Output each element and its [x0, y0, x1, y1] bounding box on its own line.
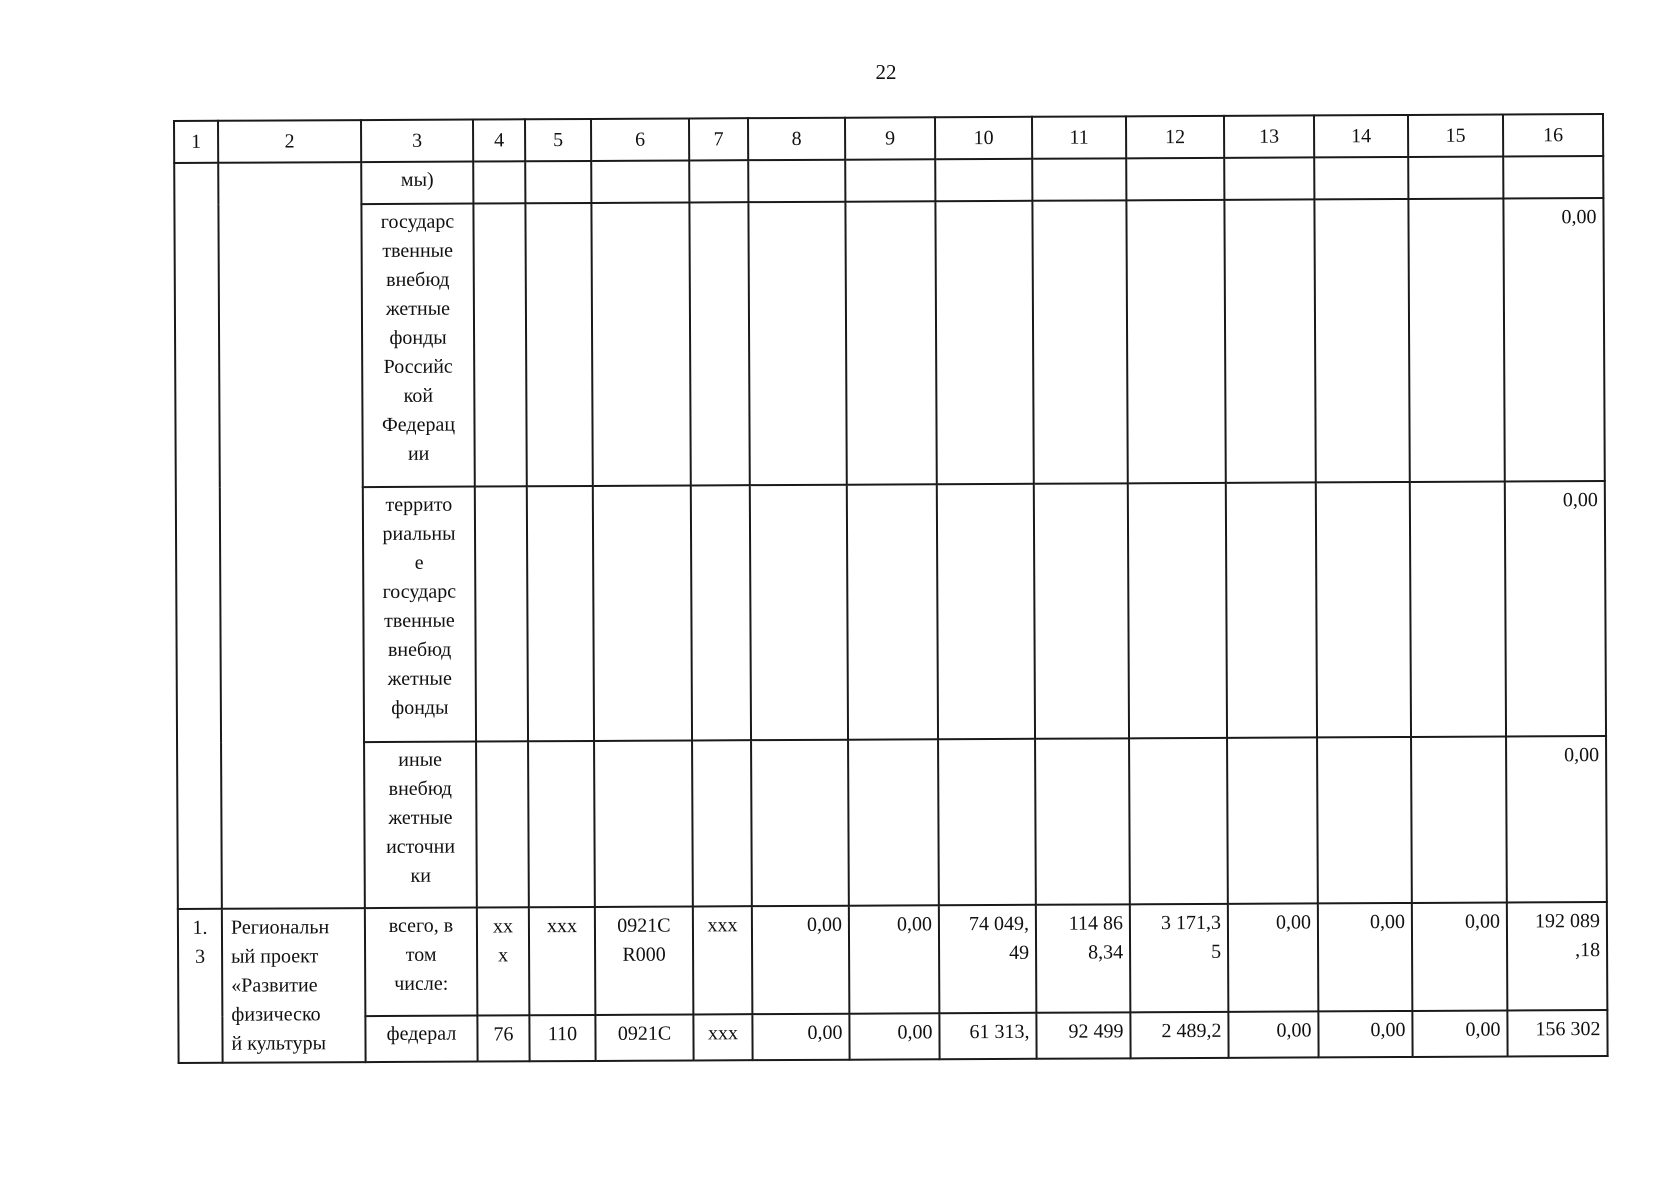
table-cell: [1034, 483, 1129, 738]
code-cell: ххх: [529, 907, 596, 1015]
table-cell: [174, 163, 222, 909]
header-cell: 7: [689, 118, 748, 160]
header-cell: 5: [525, 119, 591, 161]
header-cell: 4: [473, 119, 525, 161]
header-cell: 11: [1032, 116, 1126, 158]
table-cell: [1032, 158, 1126, 200]
table-cell: [848, 739, 939, 905]
table-cell: [593, 485, 692, 740]
value-cell: 2 489,2: [1130, 1012, 1228, 1058]
code-cell: ххх: [693, 906, 753, 1014]
total-value-cell: 192 089 ,18: [1507, 902, 1608, 1010]
funding-source-cell: всего, в том числе:: [365, 908, 478, 1017]
value-cell: 0,00: [1228, 1011, 1318, 1057]
table-cell: [1035, 738, 1130, 904]
table-cell: [748, 160, 845, 202]
code-cell: хх х: [477, 907, 530, 1015]
table-row: [178, 902, 1608, 1017]
table-cell: [1411, 736, 1507, 902]
value-cell: 0,00: [752, 1014, 849, 1060]
funding-source-cell: террито риальны е государс твенные внебюд жетные фонды: [363, 487, 476, 743]
table-cell: [935, 159, 1032, 201]
table-cell: [750, 485, 848, 740]
table-cell: [1408, 198, 1504, 481]
code-cell: 0921С R000: [595, 906, 694, 1014]
table-row: [174, 156, 1603, 205]
item-name-cell: Региональн ый проект «Развитие физическо й культуры: [222, 908, 366, 1063]
table-cell: [1126, 200, 1225, 483]
header-cell: 1: [174, 121, 218, 163]
table-cell: [1410, 481, 1506, 736]
table-cell: [1408, 156, 1503, 198]
code-cell: 110: [529, 1015, 595, 1061]
table-cell: [847, 484, 938, 739]
value-cell: 0,00: [849, 1013, 939, 1059]
value-cell: 0,00: [752, 906, 850, 1014]
code-cell: ххх: [693, 1014, 752, 1060]
table-cell: [689, 202, 749, 485]
total-value-cell: 0,00: [1505, 481, 1606, 736]
total-value-cell: 0,00: [1506, 736, 1607, 902]
header-cell: 13: [1224, 115, 1314, 157]
table-cell: [1227, 737, 1318, 903]
table-row: [177, 736, 1607, 909]
header-cell: 16: [1503, 114, 1603, 156]
table-cell: [1032, 200, 1127, 483]
table-cell: [475, 486, 528, 741]
header-cell: 14: [1314, 115, 1408, 157]
code-cell: 0921С: [595, 1014, 693, 1060]
header-cell: 2: [218, 120, 361, 163]
table-cell: [476, 741, 529, 907]
item-number-cell: 1. 3: [178, 909, 223, 1063]
budget-table-wrapper: [173, 113, 1609, 1064]
table-cell: [591, 202, 690, 485]
header-cell: 9: [845, 117, 935, 159]
funding-source-cell: иные внебюд жетные источни ки: [364, 742, 477, 909]
value-cell: 92 499: [1036, 1012, 1130, 1058]
budget-table: [173, 113, 1609, 1064]
table-cell: [1314, 199, 1409, 482]
table-cell: [1129, 738, 1228, 904]
value-cell: 0,00: [1228, 903, 1319, 1011]
value-cell: 0,00: [1412, 1010, 1507, 1056]
header-cell: 3: [361, 120, 473, 163]
value-cell: 0,00: [1318, 1011, 1412, 1057]
table-cell: [1224, 157, 1314, 199]
funding-source-cell: мы): [361, 162, 473, 205]
table-cell: [845, 201, 936, 484]
table-cell: [528, 741, 595, 907]
header-cell: 10: [935, 117, 1032, 159]
table-cell: [1126, 158, 1224, 200]
table-row: [178, 1010, 1607, 1063]
table-cell: [591, 160, 689, 202]
value-cell: 74 049, 49: [939, 905, 1037, 1013]
header-cell: 15: [1408, 115, 1503, 157]
total-value-cell: 0,00: [1503, 198, 1604, 481]
table-row: [176, 481, 1606, 743]
header-cell: 8: [748, 118, 845, 160]
value-cell: 0,00: [849, 905, 940, 1013]
table-cell: [473, 161, 525, 203]
table-cell: [689, 160, 748, 202]
table-cell: [751, 740, 849, 906]
value-cell: 61 313,: [939, 1013, 1036, 1059]
table-cell: [594, 740, 693, 906]
table-cell: [1226, 482, 1317, 737]
value-cell: 114 86 8,34: [1036, 904, 1131, 1012]
table-cell: [473, 203, 526, 486]
table-cell: [525, 203, 592, 486]
code-cell: 76: [477, 1015, 529, 1061]
header-cell: 12: [1126, 116, 1224, 158]
table-row: [174, 198, 1604, 488]
table-cell: [691, 485, 751, 740]
table-cell: [1316, 482, 1411, 737]
funding-source-cell: федерал: [365, 1016, 477, 1063]
table-cell: [748, 202, 846, 485]
header-cell: 6: [591, 118, 689, 160]
value-cell: 3 171,3 5: [1130, 904, 1229, 1012]
table-cell: [1317, 737, 1412, 903]
table-cell: [938, 739, 1036, 905]
table-cell: [935, 201, 1033, 484]
page-number-text: 22: [875, 60, 897, 84]
table-cell: [527, 486, 594, 741]
table-cell: [218, 162, 365, 909]
table-cell: [692, 740, 752, 906]
table-cell: [937, 484, 1035, 739]
table-header-row: [174, 114, 1603, 163]
table-cell: [1224, 199, 1315, 482]
funding-source-cell: государс твенные внебюд жетные фонды Российс кой Федерац ии: [361, 204, 474, 488]
total-value-cell: 156 302: [1507, 1010, 1607, 1056]
table-cell: [845, 159, 935, 201]
table-cell: [1128, 483, 1227, 738]
table-cell: [1314, 157, 1408, 199]
table-cell: [1503, 156, 1603, 198]
value-cell: 0,00: [1412, 902, 1508, 1010]
table-cell: [525, 161, 591, 203]
value-cell: 0,00: [1318, 903, 1413, 1011]
